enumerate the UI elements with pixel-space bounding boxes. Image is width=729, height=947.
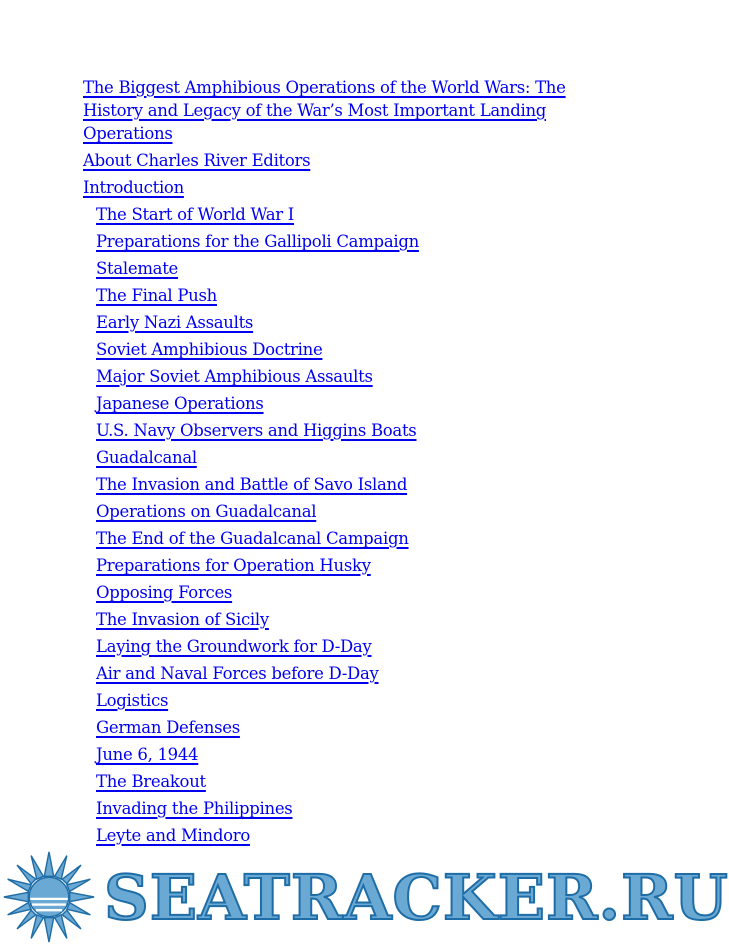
watermark: [0, 848, 729, 947]
toc-link-guadalcanal-end[interactable]: The End of the Guadalcanal Campaign: [96, 529, 409, 548]
toc-link-about[interactable]: About Charles River Editors: [83, 151, 311, 170]
toc-link-guadalcanal-operations[interactable]: Operations on Guadalcanal: [96, 502, 317, 521]
toc-link-logistics[interactable]: Logistics: [96, 691, 169, 710]
toc-link-guadalcanal[interactable]: Guadalcanal: [96, 448, 197, 467]
watermark-text: SEATRACKER.RU: [104, 861, 729, 934]
toc-link-opposing-forces[interactable]: Opposing Forces: [96, 583, 233, 602]
toc-link-air-naval-forces[interactable]: Air and Naval Forces before D-Day: [96, 664, 379, 683]
toc-link-dday-groundwork[interactable]: Laying the Groundwork for D-Day: [96, 637, 372, 656]
sun-icon: [2, 850, 96, 944]
table-of-contents: [83, 76, 583, 851]
toc-link-higgins-boats[interactable]: U.S. Navy Observers and Higgins Boats: [96, 421, 417, 440]
toc-link-introduction[interactable]: Introduction: [83, 178, 184, 197]
toc-link-leyte-mindoro[interactable]: Leyte and Mindoro: [96, 826, 250, 845]
toc-link-german-defenses[interactable]: German Defenses: [96, 718, 240, 737]
toc-link-husky-preparations[interactable]: Preparations for Operation Husky: [96, 556, 371, 575]
toc-link-stalemate[interactable]: Stalemate: [96, 259, 178, 278]
toc-link-final-push[interactable]: The Final Push: [96, 286, 217, 305]
toc-link-early-nazi-assaults[interactable]: Early Nazi Assaults: [96, 313, 254, 332]
toc-link-soviet-doctrine[interactable]: Soviet Amphibious Doctrine: [96, 340, 323, 359]
toc-link-philippines[interactable]: Invading the Philippines: [96, 799, 293, 818]
toc-link-savo-island[interactable]: The Invasion and Battle of Savo Island: [96, 475, 408, 494]
toc-link-breakout[interactable]: The Breakout: [96, 772, 206, 791]
toc-link-japanese-operations[interactable]: Japanese Operations: [96, 394, 264, 413]
toc-link-invasion-of-sicily[interactable]: The Invasion of Sicily: [96, 610, 269, 629]
toc-link-soviet-assaults[interactable]: Major Soviet Amphibious Assaults: [96, 367, 373, 386]
toc-link-june-6-1944[interactable]: June 6, 1944: [96, 745, 199, 764]
toc-link-title[interactable]: The Biggest Amphibious Operations of the World Wars: The History and Legacy of the War’s Most Important Landing Operations: [83, 78, 566, 143]
toc-link-start-of-ww1[interactable]: The Start of World War I: [96, 205, 295, 224]
toc-link-gallipoli-preparations[interactable]: Preparations for the Gallipoli Campaign: [96, 232, 419, 251]
